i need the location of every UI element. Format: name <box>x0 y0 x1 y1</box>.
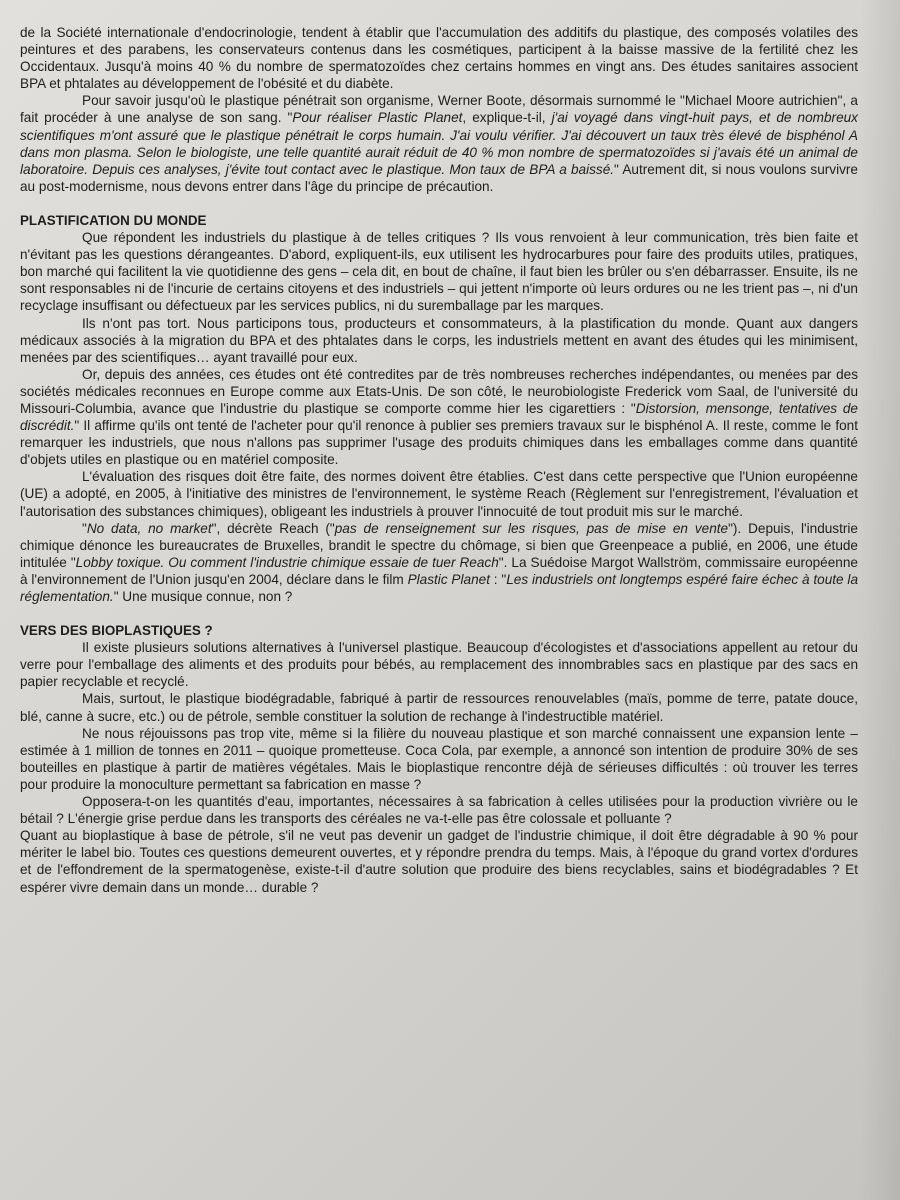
paragraph <box>20 229 858 314</box>
paragraph <box>20 690 858 724</box>
text-run: Or, depuis des années, ces études ont été contredites par de très nombreuses recherches indépendantes, ou menées par des sociétés médicales reconnues en Europe comme aux Etats-Unis. De son côté, le neurobiologiste Frederick vom Saal, de l'université du Missouri-Columbia, avance que l'industrie du plastique se comporte comme hier les cigarettiers : " <box>20 366 858 416</box>
paragraph <box>20 24 858 92</box>
paragraph-text: Quant au bioplastique à base de pétrole, s'il ne veut pas devenir un gadget de l'industrie chimique, il doit être dégradable à 90 % pour mériter le label bio. Toutes ces questions demeurent ouvertes, et y répondre prendra du temps. Mais, à l'époque du grand vortex d'ordures et de l'effondrement de la spermatogenèse, existe-t-il d'autre solution que produire des biens recyclables, sains et biodégradables ? Et espérer vivre demain dans un monde… durable ? <box>20 828 858 895</box>
paragraph-text: Ils n'ont pas tort. Nous participons tous, producteurs et consommateurs, à la plastification du monde. Quant aux dangers médicaux associés à la migration du BPA et des phtalates dans le corps, les industriels mettent en avant des études qui les minimisent, menées par des scientifiques… ayant travaillé pour eux. <box>20 315 858 365</box>
text-run: Pour savoir jusqu'où le plastique pénétrait son organisme, Werner Boote, désormais surnommé le "Michael Moore autrichien", a fait procéder à une analyse de son sang. " <box>20 93 858 126</box>
paragraph-text: Ne nous réjouissons pas trop vite, même si la filière du nouveau plastique et son marché connaissent une expansion lente – estimée à 1 million de tonnes en 2011 – quoique prometteuse. Coca Cola, par exemple, a annoncé son intention de produire 30% de ses bouteilles en plastique à partir de matières végétales. Mais le bioplastique rencontre déjà de sérieuses difficultés : où trouver les terres pour produire la monoculture permettant sa fabrication en masse ? <box>20 725 858 792</box>
page-edge-shadow <box>860 0 900 1200</box>
paragraph-text: L'évaluation des risques doit être faite, des normes doivent être établies. C'est dans cette perspective que l'Union européenne (UE) a adopté, en 2005, à l'initiative des ministres de l'environnement, le système Reach (Règlement sur l'enregistrement, l'évaluation et l'autorisation des substances chimiques), obligeant les industriels à prouver l'innocuité de tout produit mis sur le marché. <box>20 469 858 519</box>
text-run: " <box>82 520 87 536</box>
text-run: " Une musique connue, non ? <box>113 589 293 604</box>
text-run: " Autrement dit, si nous voulons survivre au post-modernisme, nous devons entrer dans l'âge du principe de précaution. <box>20 161 858 194</box>
italic-run: No data, no market <box>86 520 212 536</box>
paragraph <box>20 468 858 519</box>
italic-run: Lobby toxique. Ou comment l'industrie chimique essaie de tuer Reach <box>75 554 499 570</box>
paragraph-text: Il existe plusieurs solutions alternatives à l'universel plastique. Beaucoup d'écologistes et d'associations appellent au retour du verre pour l'emballage des aliments et des produits pour bébés, au remplacement des innombrables sacs en plastique par des sacs en papier recyclable et recyclé. <box>20 640 858 690</box>
text-run: , explique-t-il, <box>462 110 552 126</box>
section-heading: VERS DES BIOPLASTIQUES ? <box>20 623 213 639</box>
italic-run: Plastic Planet <box>407 571 490 587</box>
paragraph-text: Opposera-t-on les quantités d'eau, importantes, nécessaires à sa fabrication à celles utilisées pour la production vivrière ou le bétail ? L'énergie grise perdue dans les transports des céréales ne va-t-elle pas être colossale et polluante ? <box>20 794 858 827</box>
italic-run: j'ai voyagé dans vingt-huit pays, et de nombreux scientifiques m'ont assuré que le plastique pénétrait le corps humain. J'ai voulu vérifier. J'ai découvert un taux très élevé de bisphénol A dans mon plasma. Selon le biologiste, une telle quantité aurait réduit de 40 % mon nombre de spermatozoïdes si j'avais été un animal de laboratoire. Depuis ces analyses, j'évite tout contact avec le plastique. Mon taux de BPA a baissé. <box>20 110 858 177</box>
paragraph <box>20 793 858 827</box>
paragraph <box>20 725 858 793</box>
italic-run: Pour réaliser Plastic Planet <box>292 110 463 126</box>
paragraph <box>20 315 858 366</box>
paragraph-text: Mais, surtout, le plastique biodégradable, fabriqué à partir de ressources renouvelables (maïs, pomme de terre, patate douce, blé, canne à sucre, etc.) ou de pétrole, semble constituer la solution de rechange à l'indestructible matériel. <box>20 691 858 724</box>
paragraph <box>20 520 858 605</box>
paragraph <box>20 92 858 195</box>
paragraph <box>20 639 858 690</box>
text-run: ", décrète Reach (" <box>211 520 335 536</box>
paragraph <box>20 366 858 469</box>
text-run: ". La Suédoise Margot Wallström, commissaire européenne à l'environnement de l'Union jusqu'en 2004, déclare dans le film <box>20 554 858 587</box>
text-run: "). Depuis, l'industrie chimique dénonce les bureaucrates de Bruxelles, brandit le spectre du chômage, si bien que Greenpeace a publié, en 2006, une étude intitulée " <box>20 520 858 570</box>
italic-run: Les industriels ont longtemps espéré faire échec à toute la réglementation. <box>20 571 859 604</box>
text-run: : " <box>489 571 507 587</box>
text-run: " Il affirme qu'ils ont tenté de l'acheter pour qu'il renonce à publier ses premiers travaux sur le bisphénol A. Il reste, comme le font remarquer les industriels, que nous n'allons pas supprimer l'usage des produits chimiques dans les emballages comme dans quantité d'objets utiles en plastique ou en matériel composite. <box>20 418 858 468</box>
italic-run: pas de renseignement sur les risques, pas de mise en vente <box>334 520 729 536</box>
paragraph <box>20 827 858 895</box>
section-heading: PLASTIFICATION DU MONDE <box>20 212 207 228</box>
paragraph-text: de la Société internationale d'endocrinologie, tendent à établir que l'accumulation des additifs du plastique, des composés volatiles des peintures et des parabens, les conservateurs contenus dans les cosmétiques, participent à la baisse massive de la fertilité chez les Occidentaux. Jusqu'à moins 40 % du nombre de spermatozoïdes chez certains hommes en vingt ans. Des études sanitaires associent BPA et phtalates au développement de l'obésité et du diabète. <box>20 25 858 92</box>
paragraph-text: Que répondent les industriels du plastique à de telles critiques ? Ils vous renvoient à leur communication, très bien faite et n'évitant pas les questions dérangeantes. D'abord, expliquent-ils, eux utilisent les hydrocarbures pour faire des produits utiles, pratiques, bon marché qui facilitent la vie quotidienne des gens – cela dit, en bout de chaîne, il faut bien les brûler ou s'en débarrasser. Ensuite, ils ne sont responsables ni de l'incurie de certains citoyens et des industriels – qui jettent n'importe où leurs ordures ou ne les trient pas –, ni d'un recyclage insuffisant ou défectueux par les services publics, ni du suremballage par les marques. <box>20 230 858 314</box>
italic-run: Distorsion, mensonge, tentatives de discrédit. <box>20 400 858 434</box>
article-body <box>20 24 858 896</box>
